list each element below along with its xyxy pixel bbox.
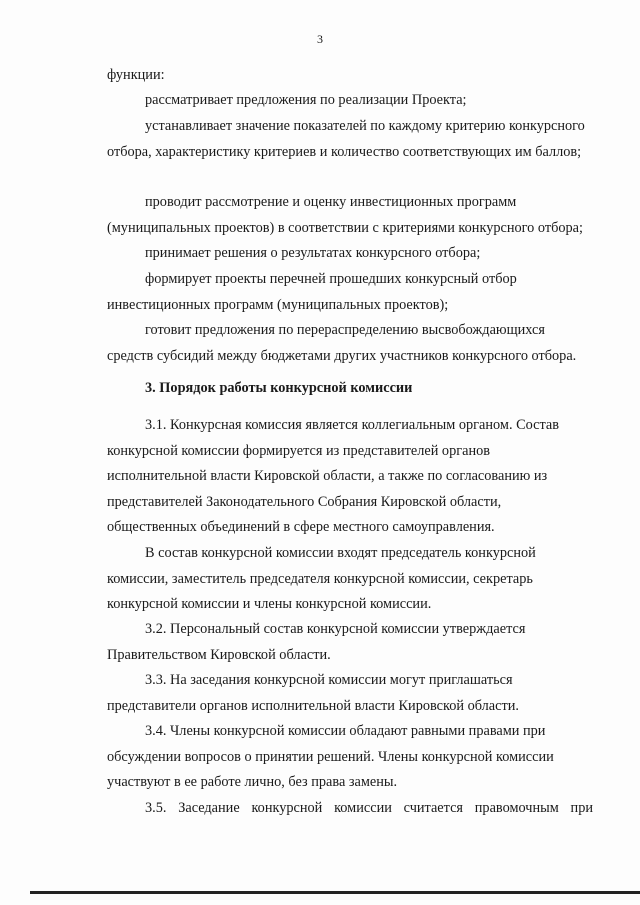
section-heading: 3. Порядок работы конкурсной комиссии xyxy=(145,380,413,396)
bottom-divider xyxy=(30,891,640,894)
paragraph-3-3: 3.3. На заседания конкурсной комиссии могут приглашаться представители органов исполнительной власти Кировской области. xyxy=(107,672,519,714)
paragraph-conducts-review: проводит рассмотрение и оценку инвестиционных программ (муниципальных проектов) в соответствии с критериями конкурсного отбора; xyxy=(107,194,583,236)
paragraph-commission-composition: В состав конкурсной комиссии входят председатель конкурсной комиссии, заместитель председателя конкурсной комиссии, секретарь конкурсной комиссии и члены конкурсной комиссии. xyxy=(107,545,536,612)
paragraph-functions: функции: xyxy=(107,67,165,83)
paragraph-3-4: 3.4. Члены конкурсной комиссии обладают равными правами при обсуждении вопросов о принятии решений. Члены конкурсной комиссии участвуют в ее работе лично, без права замены. xyxy=(107,723,554,790)
paragraph-makes-decisions: принимает решения о результатах конкурсного отбора; xyxy=(145,245,481,261)
paragraph-reviews-proposals: рассматривает предложения по реализации Проекта; xyxy=(145,92,467,108)
paragraph-forms-lists: формирует проекты перечней прошедших конкурсный отбор инвестиционных программ (муниципальных проектов); xyxy=(107,271,517,313)
paragraph-3-1: 3.1. Конкурсная комиссия является коллегиальным органом. Состав конкурсной комиссии формируется из представителей органов исполнительной власти Кировской области, а также по согласованию из представителей Законодательного Собрания Кировской области, общественных объединений в сфере местного самоуправления. xyxy=(107,417,560,535)
paragraph-3-5: 3.5. Заседание конкурсной комиссии считается правомочным при xyxy=(145,800,593,816)
paragraph-prepares-proposals: готовит предложения по перераспределению высвобождающихся средств субсидий между бюджетами других участников конкурсного отбора. xyxy=(107,322,577,364)
paragraph-sets-indicators: устанавливает значение показателей по каждому критерию конкурсного отбора, характеристику критериев и количество соответствующих им баллов; xyxy=(107,118,585,160)
paragraph-3-2: 3.2. Персональный состав конкурсной комиссии утверждается Правительством Кировской области. xyxy=(107,621,526,663)
page-number: 3 xyxy=(317,32,323,46)
